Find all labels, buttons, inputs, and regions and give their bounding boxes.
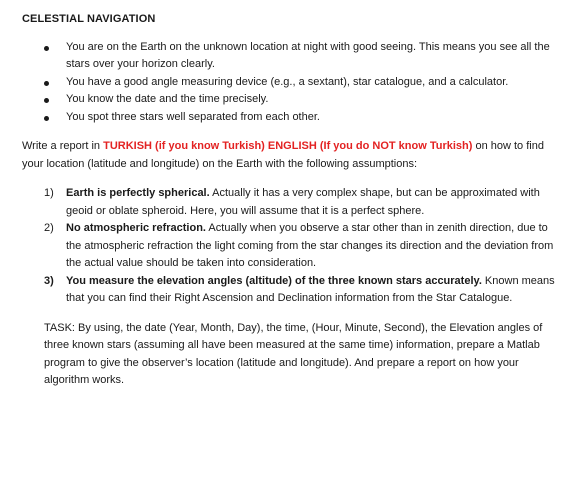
scenario-item-text: You spot three stars well separated from each other.: [66, 110, 320, 123]
document-title: CELESTIAL NAVIGATION: [22, 13, 156, 25]
assumption-item: [22, 220, 565, 273]
assumption-heading: You measure the elevation angles (altitude) of the three known stars accurately.: [66, 274, 482, 287]
assumption-item: [22, 273, 565, 308]
assumption-text: Actually it has a very complex shape, but can be approximated with geoid or oblate spheroid. Here, you will assume that it is a perfect sphere.: [66, 187, 540, 217]
scenario-item: [22, 74, 565, 92]
task-paragraph: TASK: By using, the date (Year, Month, Day), the time, (Hour, Minute, Second), the Elevation angles of three known stars (assuming all have been measured at the same time) information, prepare a Matlab program to give the observer’s location (latitude and longitude). And prepare a report on how your algorithm works.: [44, 321, 543, 386]
assumption-heading: Earth is perfectly spherical.: [66, 187, 210, 199]
language-requirement: TURKISH (if you know Turkish) ENGLISH (If you do NOT know Turkish): [103, 140, 473, 152]
instructions-text-before: Write a report in: [22, 140, 104, 152]
scenario-item: [22, 109, 565, 127]
scenario-item-text: You have a good angle measuring device (e.g., a sextant), star catalogue, and a calculator.: [66, 75, 509, 88]
assumption-number: 1): [44, 187, 54, 199]
assumption-text: Known means that you can find their Right Ascension and Declination information from the Star Catalogue.: [66, 274, 555, 304]
scenario-list: [22, 39, 565, 127]
assumptions-list: [22, 185, 565, 308]
bullet-icon: [44, 46, 49, 51]
assumption-heading: No atmospheric refraction.: [66, 222, 206, 234]
instructions-paragraph: [22, 138, 565, 173]
bullet-icon: [44, 116, 49, 121]
assumption-number: 3): [44, 274, 54, 287]
assumption-text: Actually when you observe a star other than in zenith direction, due to the atmospheric refraction the light coming from the star changes its direction and the deviation from the actual value should be taken into consideration.: [66, 222, 554, 269]
scenario-item-text: You know the date and the time precisely.: [66, 93, 269, 105]
assumption-item: [22, 185, 565, 220]
bullet-icon: [44, 81, 49, 86]
scenario-item: [22, 91, 565, 109]
scenario-item-text: You are on the Earth on the unknown location at night with good seeing. This means you see all the stars over your horizon clearly.: [66, 40, 550, 70]
instructions-text-after: on how to find your location (latitude and longitude) on the Earth with the following assumptions:: [22, 140, 544, 170]
assumption-number: 2): [44, 222, 54, 234]
scenario-item: [22, 39, 565, 74]
bullet-icon: [44, 98, 49, 103]
